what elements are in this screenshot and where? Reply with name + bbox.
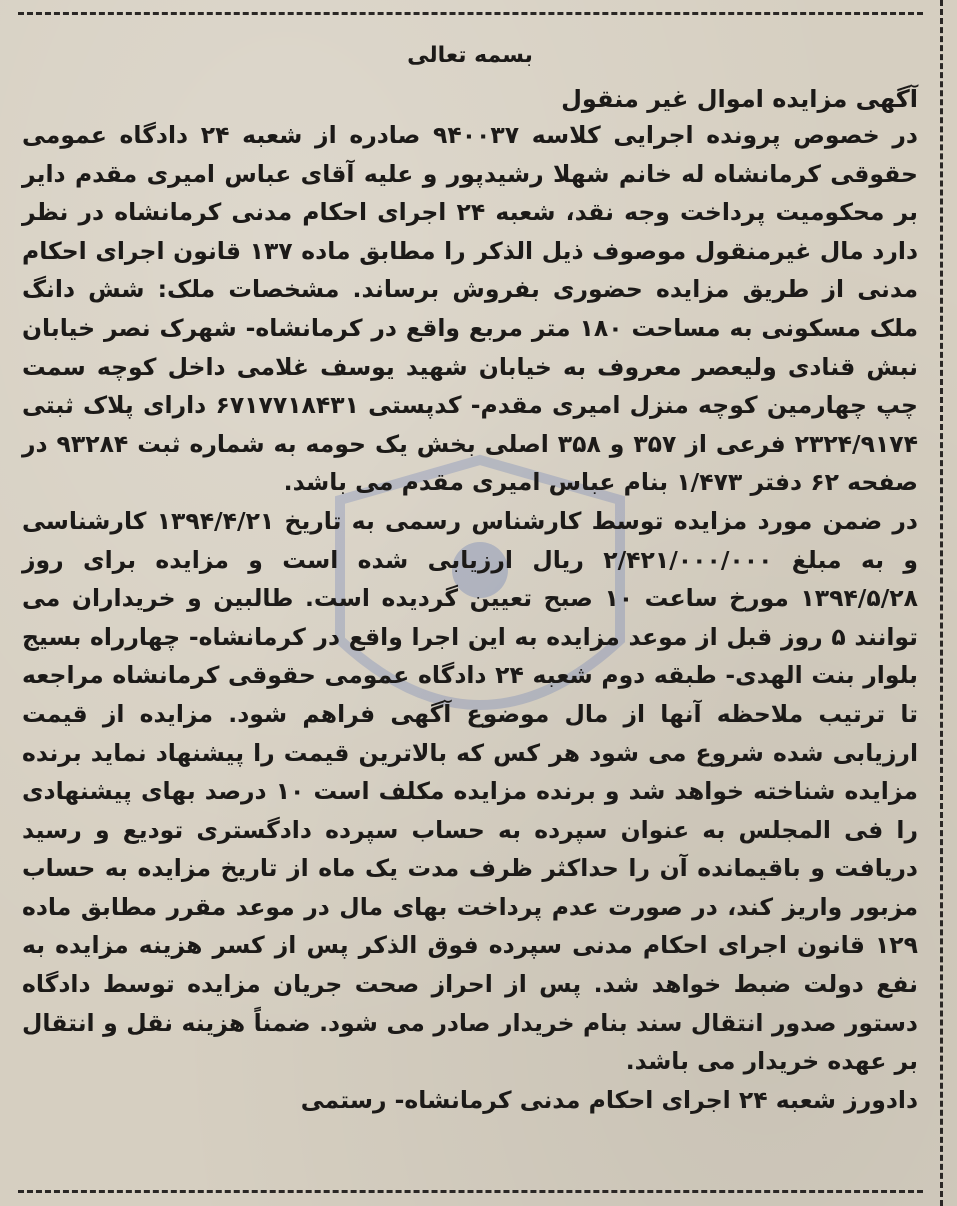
notice-title: آگهی مزایده اموال غیر منقول — [561, 85, 918, 113]
notice-paragraph-terms: در ضمن مورد مزایده توسط کارشناس رسمی به تاریخ ۱۳۹۴/۴/۲۱ کارشناسی و به مبلغ ۲/۴۲۱/۰۰۰/۰۰۰ ریال ارزیابی شده است و مزایده برای روز ۱۳۹۴/۵/۲۸ مورخ ساعت ۱۰ صبح تعیین گردیده است. طالبین و خریداران می توانند ۵ روز قبل از موعد مزایده به این اجرا واقع در کرمانشاه- چهارراه بسیج بلوار بنت الهدی- طبقه دوم شعبه ۲۴ دادگاه عمومی حقوقی کرمانشاه مراجعه تا ترتیب ملاحظه آنها از مال موضوع آگهی فراهم شود. مزایده از قیمت ارزیابی شده شروع می شود هر کس که بالاترین قیمت را پیشنهاد نماید برنده مزایده شناخته خواهد شد و برنده مزایده مکلف است ۱۰ درصد بهای پیشنهادی را فی المجلس به عنوان سپرده به حساب سپرده دادگستری تودیع و رسید دریافت و باقیمانده آن را حداکثر ظرف مدت یک ماه از تاریخ مزایده به حساب مزبور واریز کند، در صورت عدم پرداخت بهای مال در موعد مقرر مطابق ماده ۱۲۹ قانون اجرای احکام مدنی سپرده فوق الذکر پس از کسر هزینه مزایده به نفع دولت ضبط خواهد شد. پس از احراز صحت جریان مزایده توسط دادگاه دستور صدور انتقال سند بنام خریدار صادر می شود. ضمناً هزینه نقل و انتقال بر عهده خریدار می باشد. — [22, 506, 919, 1076]
right-dashed-rule — [940, 0, 943, 1206]
auction-notice — [22, 40, 918, 1119]
bottom-dashed-rule — [18, 1190, 923, 1193]
top-dashed-rule — [18, 12, 923, 15]
notice-paragraph-property: در خصوص پرونده اجرایی کلاسه ۹۴۰۰۳۷ صادره از شعبه ۲۴ دادگاه عمومی حقوقی کرمانشاه له خانم شهلا رشیدپور و علیه آقای عباس امیری مقدم دایر بر محکومیت پرداخت وجه نقد، شعبه ۲۴ اجرای احکام مدنی کرمانشاه در نظر دارد مال غیرمنقول موصوف ذیل الذکر را مطابق ماده ۱۳۷ قانون اجرای احکام مدنی از طریق مزایده حضوری بفروش برساند. مشخصات ملک: شش دانگ ملک مسکونی به مساحت ۱۸۰ متر مربع واقع در کرمانشاه- شهرک نصر خیابان نبش قنادی ولیعصر معروف به خیابان شهید یوسف غلامی داخل کوچه سمت چپ چهارمین کوچه منزل امیری مقدم- کدپستی ۶۷۱۷۷۱۸۴۳۱ دارای پلاک ثبتی ۲۳۲۴/۹۱۷۴ فرعی از ۳۵۷ و ۳۵۸ اصلی بخش یک حومه به شماره ثبت ۹۳۲۸۴ در صفحه ۶۲ دفتر ۱/۴۷۳ بنام عباس امیری مقدم می باشد. — [22, 121, 919, 497]
notice-heading: بسمه تعالی — [407, 43, 533, 68]
notice-signature: دادورز شعبه ۲۴ اجرای احکام مدنی کرمانشاه- رستمی — [300, 1085, 918, 1114]
